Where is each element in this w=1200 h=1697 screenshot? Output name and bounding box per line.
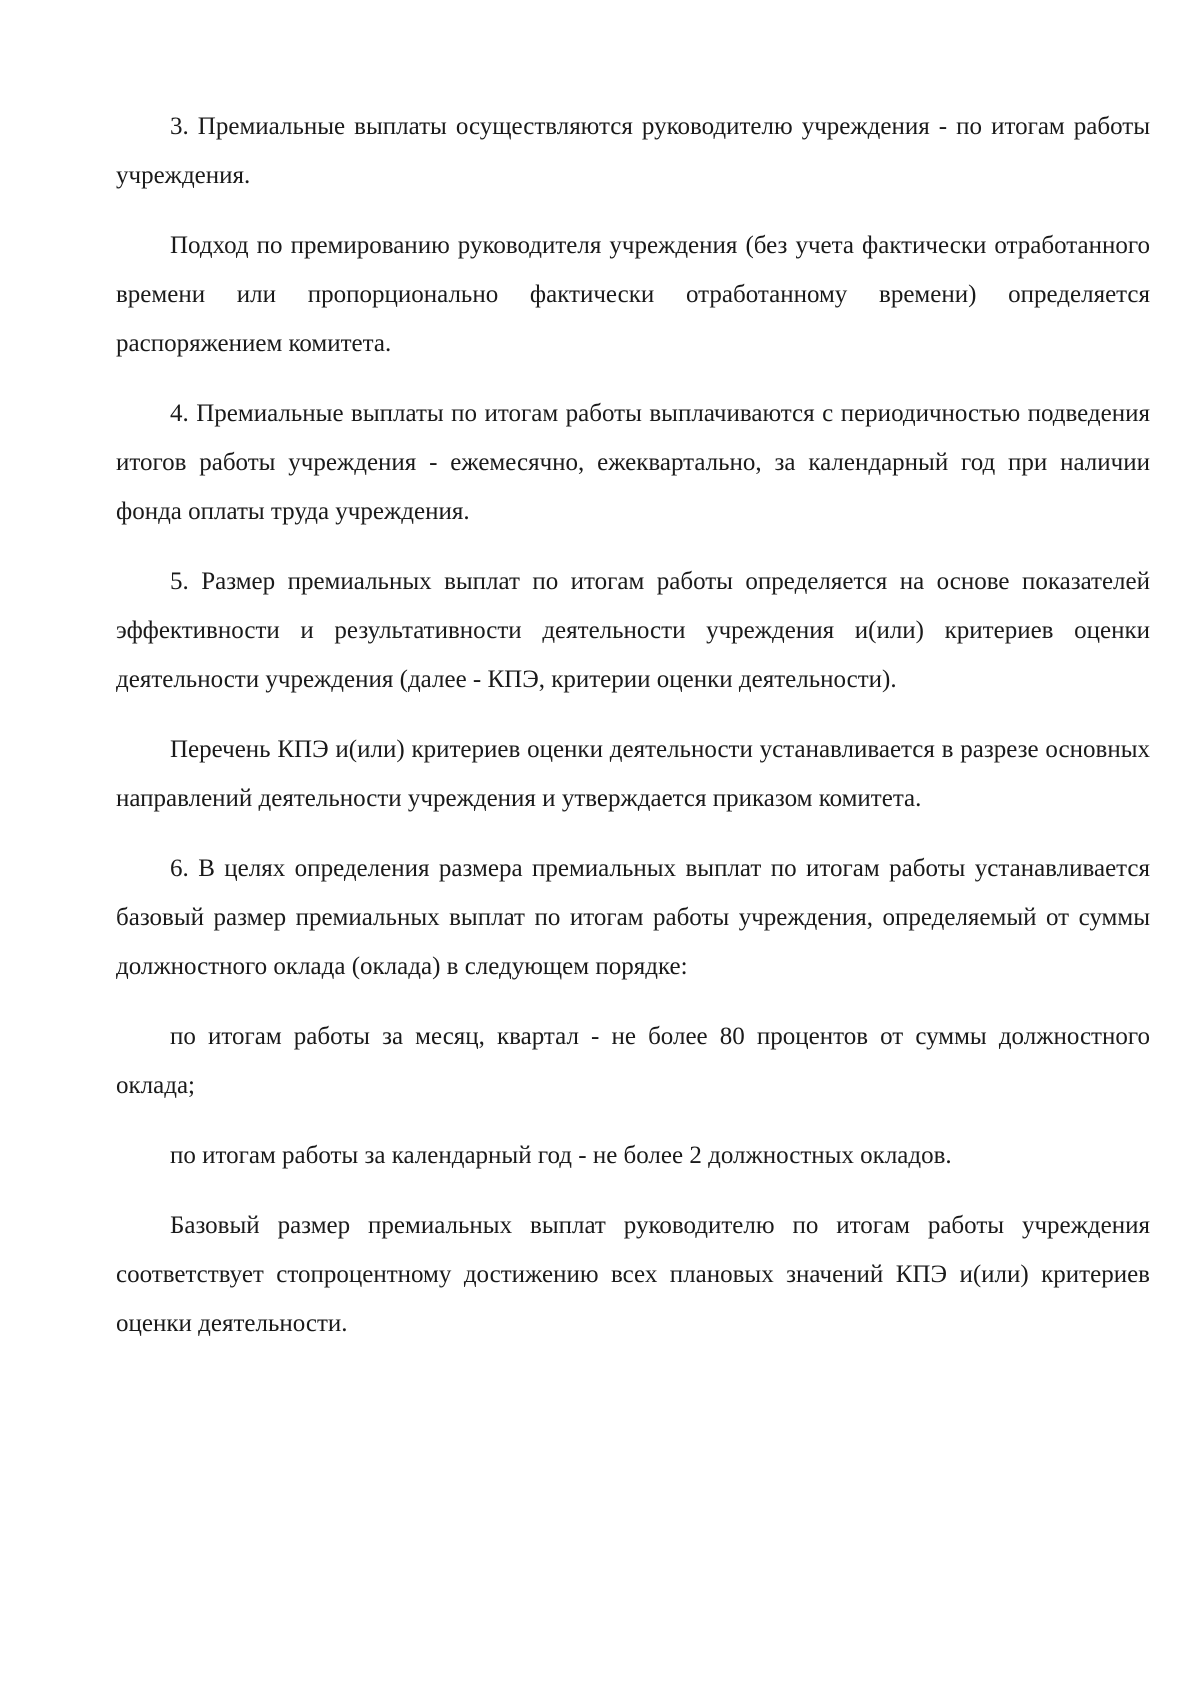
- paragraph-month-quarter: по итогам работы за месяц, квартал - не более 80 процентов от суммы должностного оклада;: [116, 1023, 1150, 1099]
- paragraph-item-5: 5. Размер премиальных выплат по итогам работы определяется на основе показателей эффективности и результативности деятельности учреждения и(или) критериев оценки деятельности учреждения (далее - КПЭ, критерии оценки деятельности).: [116, 568, 1150, 693]
- paragraph-item-3: 3. Премиальные выплаты осуществляются руководителю учреждения - по итогам работы учреждения.: [116, 113, 1150, 189]
- paragraph-base-amount: Базовый размер премиальных выплат руководителю по итогам работы учреждения соответствует стопроцентному достижению всех плановых значений КПЭ и(или) критериев оценки деятельности.: [116, 1212, 1150, 1337]
- paragraph-item-6: 6. В целях определения размера премиальных выплат по итогам работы устанавливается базовый размер премиальных выплат по итогам работы учреждения, определяемый от суммы должностного оклада (оклада) в следующем порядке:: [116, 855, 1150, 980]
- paragraph-kpi-list: Перечень КПЭ и(или) критериев оценки деятельности устанавливается в разрезе основных направлений деятельности учреждения и утверждается приказом комитета.: [116, 736, 1150, 812]
- paragraph-bonus-approach: Подход по премированию руководителя учреждения (без учета фактически отработанного времени или пропорционально фактически отработанному времени) определяется распоряжением комитета.: [116, 232, 1150, 357]
- document-page: [116, 102, 1150, 1369]
- paragraph-item-4: 4. Премиальные выплаты по итогам работы выплачиваются с периодичностью подведения итогов работы учреждения - ежемесячно, ежеквартально, за календарный год при наличии фонда оплаты труда учреждения.: [116, 400, 1150, 525]
- paragraph-calendar-year: по итогам работы за календарный год - не более 2 должностных окладов.: [170, 1142, 952, 1169]
